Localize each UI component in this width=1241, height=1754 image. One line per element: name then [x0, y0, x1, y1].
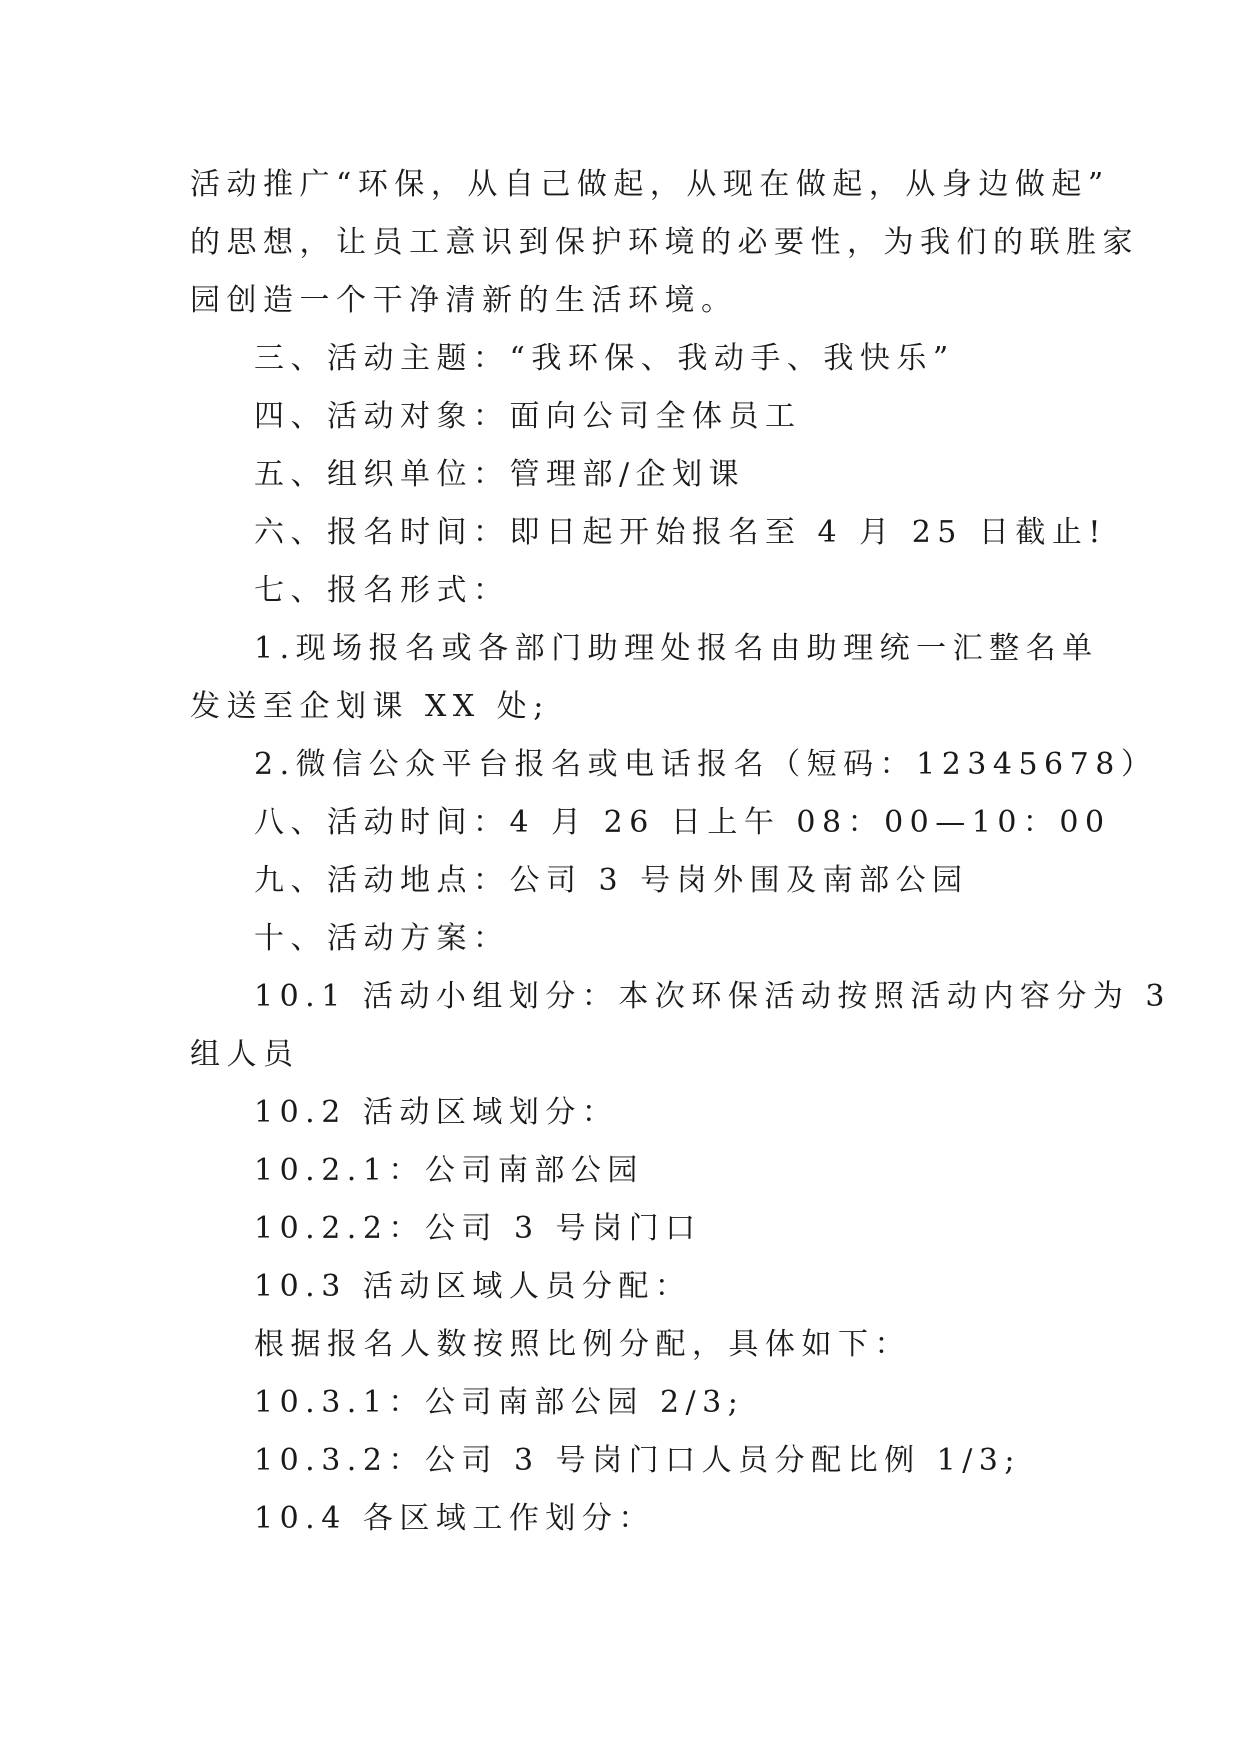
text-line: 七、报名形式：: [254, 573, 510, 608]
text-line: 10.3 活动区域人员分配：: [254, 1269, 692, 1304]
text-line: 1.现场报名或各部门助理处报名由助理统一汇整名单: [254, 631, 1099, 666]
text-line: 六、报名时间：即日起开始报名至 4 月 25 日截止!: [254, 515, 1107, 550]
text-line: 10.1 活动小组划分：本次环保活动按照活动内容分为 3: [254, 979, 1171, 1014]
text-line: 10.2.2：公司 3 号岗门口: [254, 1211, 702, 1246]
text-line: 活动推广“环保，从自己做起，从现在做起，从身边做起”: [190, 167, 1110, 202]
text-line: 三、活动主题：“我环保、我动手、我快乐”: [254, 341, 955, 376]
text-line: 五、组织单位：管理部/企划课: [254, 457, 746, 492]
text-line: 园创造一个干净清新的生活环境。: [190, 283, 738, 318]
text-line: 发送至企划课 XX 处;: [190, 689, 550, 724]
text-line: 2.微信公众平台报名或电话报名（短码：12345678）: [254, 747, 1158, 782]
text-line: 10.3.1：公司南部公园 2/3;: [254, 1385, 745, 1420]
text-line: 八、活动时间：4 月 26 日上午 08：00—10：00: [254, 805, 1111, 840]
text-line: 10.3.2：公司 3 号岗门口人员分配比例 1/3;: [254, 1443, 1022, 1478]
text-line: 九、活动地点：公司 3 号岗外围及南部公园: [254, 863, 969, 898]
text-line: 的思想，让员工意识到保护环境的必要性，为我们的联胜家: [190, 225, 1139, 260]
text-line: 10.2.1：公司南部公园: [254, 1153, 644, 1188]
text-line: 十、活动方案：: [254, 921, 510, 956]
text-line: 根据报名人数按照比例分配，具体如下：: [254, 1327, 911, 1362]
text-line: 10.4 各区域工作划分：: [254, 1501, 655, 1536]
text-line: 四、活动对象：面向公司全体员工: [254, 399, 802, 434]
text-line: 10.2 活动区域划分：: [254, 1095, 619, 1130]
text-line: 组人员: [190, 1037, 300, 1072]
